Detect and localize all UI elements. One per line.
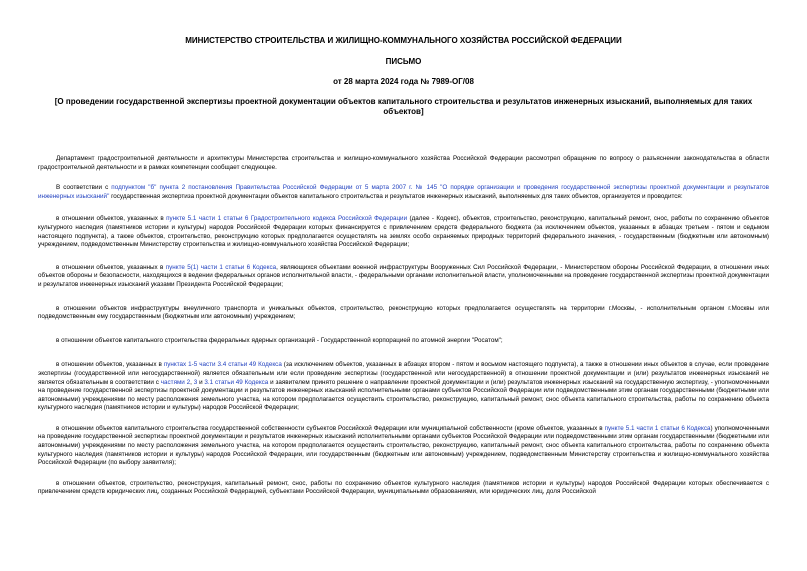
- paragraph-regional-expertise: [38, 361, 769, 413]
- document-type-heading: ПИСЬМО: [385, 57, 422, 66]
- law-link-grk-6-5-1-defense[interactable]: пункте 5(1) части 1 статьи 6 Кодекса: [165, 263, 277, 271]
- paragraph-text: и: [197, 378, 205, 386]
- paragraph-defense-objects: [38, 264, 769, 290]
- subject-heading: [О проведении государственной экспертизы проектной документации объектов капитального строительства и результатов инженерных изысканий, выполняемых для таких объектов]: [54, 97, 753, 116]
- paragraph-moscow-objects: в отношении объектов инфраструктуры внеуличного транспорта и уникальных объектов, строительство, реконструкцию которых предполагается осуществлять на территории г.Москвы, - исполнительным органом г.Москвы или подведомственным ему государственным (бюджетным или автономным) учреждением;: [38, 304, 769, 321]
- law-link-grk-6-5-1[interactable]: пункте 5.1 части 1 статьи 6 Градостроительного кодекса Российской Федерации: [166, 215, 408, 223]
- paragraph-regional-municipal-property: [38, 425, 769, 468]
- paragraph-text: государственная экспертиза проектной документации объектов капитального строительства и результатов инженерных изысканий, выполняемых для таких объектов, организуется и проводится:: [109, 192, 683, 200]
- law-link-grk-49-2[interactable]: частями 2: [160, 378, 191, 386]
- paragraph-text: в отношении объектов капитального строительства государственной собственности субъектов Российской Федерации или муниципальной собственности (кроме объектов, указанных в: [56, 424, 605, 432]
- ministry-heading: МИНИСТЕРСТВО СТРОИТЕЛЬСТВА И ЖИЛИЩНО-КОММУНАЛЬНОГО ХОЗЯЙСТВА РОССИЙСКОЙ ФЕДЕРАЦИИ: [185, 36, 622, 45]
- paragraph-text: ,: [190, 378, 194, 386]
- paragraph-text: и заявителем принято решение о направлении проектной документации и (или) результатов инженерных изысканий на государственную экспертизу, - уполномоченными на проведение государственной экспертизы проектной документации и результатов инженерных изысканий исполнительными органами субъектов Российской Федерации или подведомственными этим органам государственными (бюджетными или автономными) учреждениями по месту расположения земельного участка, на котором предполагается осуществить строительство, реконструкцию, капитальный ремонт, снос объекта капитального строительства, работы по сохранению объекта культурного наследия (памятников истории и культуры) народов Российской Федерации;: [38, 378, 770, 412]
- law-link-grk-49-3[interactable]: 3: [193, 378, 198, 386]
- paragraph-legal-entities: в отношении объектов, строительство, реконструкция, капитальный ремонт, снос, работы по сохранению объектов культурного наследия (памятников истории и культуры) народов Российской Федерации которых обеспечивается с привлечением средств юридических лиц, созданных Российской Федерацией, субъектами Российской Федерации, муниципальными образованиями, или юридических лиц, доля Российской: [38, 479, 769, 496]
- paragraph-text: В соответствии с: [56, 184, 112, 192]
- law-link-grk-49-3-1[interactable]: 3.1 статьи 49 Кодекса: [204, 378, 269, 386]
- paragraph-text: в отношении объектов, указанных в: [56, 215, 167, 223]
- paragraph-text: , являющихся объектами военной инфраструктуры Вооруженных Сил Российской Федерации, - Министерством обороны Российской Федерации, в отношении иных объектов обороны и безопасности, находящихся в ведении федеральных органов исполнительной власти, - федеральными органами исполнительной власти, уполномоченными на проведение государственной экспертизы проектной документации и результатов инженерных изысканий указами Президента Российской Федерации;: [38, 263, 769, 288]
- paragraph-basis: [38, 184, 769, 201]
- law-link-grk-49-3-4[interactable]: пунктах 1-5 части 3.4 статьи 49 Кодекса: [163, 361, 282, 369]
- paragraph-federal-objects: [38, 215, 769, 249]
- paragraph-text: в отношении объектов, указанных в: [56, 263, 166, 271]
- law-link-grk-6-5-1-municipal[interactable]: пункте 5.1 части 1 статьи 6 Кодекса: [604, 424, 711, 432]
- paragraph-text: (далее - Кодекс), объектов, строительство, реконструкцию, капитальный ремонт, снос, работы по сохранению объектов культурного наследия (памятников истории и культуры) народов Российской Федерации которых финансируется с привлечением средств федерального бюджета (за исключением объектов, указанных в абзацах третьем - пятом и седьмом настоящего подпункта), а также объектов, строительство, реконструкцию которых предполагается осуществлять на землях особо охраняемых природных территорий федерального значения, - государственным (бюджетным или автономным) учреждением, подведомственным Министерству строительства и жилищно-коммунального хозяйства Российской Федерации;: [38, 215, 769, 249]
- paragraph-rosatom-objects: в отношении объектов капитального строительства федеральных ядерных организаций - Государственной корпорацией по атомной энергии "Росатом";: [56, 336, 503, 344]
- paragraph-text: в отношении объектов, указанных в: [56, 361, 164, 369]
- paragraph-intro: Департамент градостроительной деятельности и архитектуры Министерства строительства и жилищно-коммунального хозяйства Российской Федерации рассмотрел обращение по вопросу о разъяснении законодательства в области градостроительной деятельности и в рамках компетенции сообщает следующее.: [38, 155, 769, 171]
- law-link-decree-145[interactable]: подпунктом "б" пункта 2 постановления Правительства Российской Федерации от 5 марта 2007 г. № 145 "О порядке организации и проведения государственной экспертизы проектной документации и результатов инженерных изысканий": [38, 184, 769, 200]
- date-number-heading: от 28 марта 2024 года № 7989-ОГ/08: [333, 77, 474, 86]
- paragraph-text: ) уполномоченными на проведение государственной экспертизы проектной документации и результатов инженерных изысканий исполнительными органами субъектов Российской Федерации или подведомственными этим органам государственными (бюджетными или автономными) учреждениями по месту расположения земельного участка, на котором предполагается осуществить строительство, реконструкцию, капитальный ремонт, снос объекта капитального строительства, работы по сохранению объекта культурного наследия (памятников истории и культуры) народов Российской Федерации, или государственным (бюджетным или автономным) учреждением, подведомственным Министерству строительства и жилищно-коммунального хозяйства Российской Федерации (по выбору заявителя);: [38, 424, 769, 467]
- paragraph-text: (за исключением объектов, указанных в абзацах втором - пятом и восьмом настоящего подпункта), а также в отношении иных объектов в случае, если проведение экспертизы (государственной или негосударственной) является обязательным или если проведение экспертизы (государственной или негосударственной) в отношении проектной документации и (или) результатов инженерных изысканий не является обязательным в соответствии с: [38, 361, 769, 386]
